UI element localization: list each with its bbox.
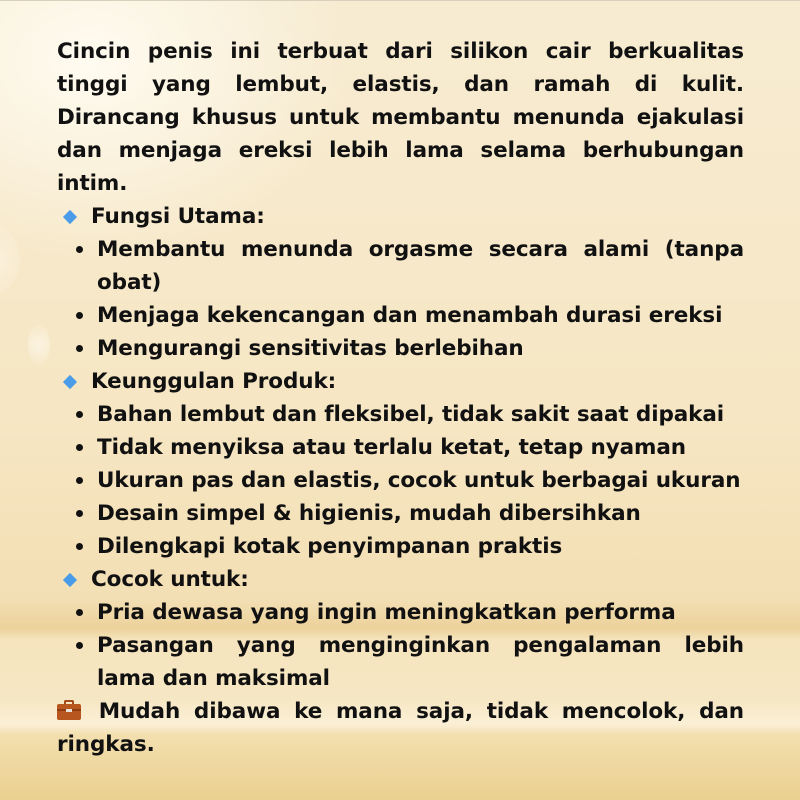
list-item (57, 596, 744, 629)
closing-paragraph (57, 695, 744, 761)
list-item-text: Dilengkapi kotak penyimpanan praktis (97, 534, 563, 559)
bullet-list (57, 233, 744, 365)
bullet-icon (76, 345, 83, 352)
list-item (57, 530, 744, 563)
list-item-text: Menjaga kekencangan dan menambah durasi ereksi (97, 303, 723, 328)
briefcase-icon (57, 700, 81, 720)
bokeh-light-decoration (28, 325, 50, 365)
list-item-text: Bahan lembut dan fleksibel, tidak sakit saat dipakai (97, 402, 725, 427)
list-item (57, 398, 744, 431)
list-item-text: Ukuran pas dan elastis, cocok untuk berbagai ukuran (97, 468, 741, 493)
bullet-icon (76, 477, 83, 484)
list-item (57, 233, 744, 299)
product-description (57, 35, 744, 761)
section-cocok-untuk (57, 563, 744, 695)
bullet-icon (76, 510, 83, 517)
section-header (57, 365, 744, 398)
bullet-icon (76, 444, 83, 451)
section-header (57, 563, 744, 596)
blue-diamond-icon (63, 209, 77, 223)
list-item-text: Membantu menunda orgasme secara alami (tanpa obat) (97, 237, 744, 295)
list-item (57, 497, 744, 530)
bullet-icon (76, 411, 83, 418)
list-item-text: Tidak menyiksa atau terlalu ketat, tetap nyaman (97, 435, 686, 460)
bullet-icon (76, 246, 83, 253)
section-header (57, 200, 744, 233)
list-item-text: Pria dewasa yang ingin meningkatkan performa (97, 600, 676, 625)
list-item (57, 464, 744, 497)
bullet-icon (76, 609, 83, 616)
list-item (57, 299, 744, 332)
blue-diamond-icon (63, 374, 77, 388)
list-item (57, 431, 744, 464)
list-item (57, 629, 744, 695)
section-fungsi-utama (57, 200, 744, 365)
section-title: Keunggulan Produk: (91, 369, 337, 394)
top-border (0, 0, 800, 1)
list-item-text: Desain simpel & higienis, mudah dibersihkan (97, 501, 641, 526)
bullet-list (57, 398, 744, 563)
bullet-list (57, 596, 744, 695)
closing-text: Mudah dibawa ke mana saja, tidak mencolok, dan ringkas. (57, 699, 744, 757)
list-item (57, 332, 744, 365)
list-item-text: Mengurangi sensitivitas berlebihan (97, 336, 524, 361)
bullet-icon (76, 312, 83, 319)
bokeh-light-decoration (0, 225, 20, 295)
list-item-text: Pasangan yang menginginkan pengalaman lebih lama dan maksimal (97, 633, 744, 691)
section-title: Fungsi Utama: (91, 204, 265, 229)
section-title: Cocok untuk: (91, 567, 249, 592)
bullet-icon (76, 642, 83, 649)
section-keunggulan-produk (57, 365, 744, 563)
blue-diamond-icon (63, 572, 77, 586)
intro-paragraph: Cincin penis ini terbuat dari silikon cair berkualitas tinggi yang lembut, elastis, dan ramah di kulit. Dirancang khusus untuk membantu menunda ejakulasi dan menjaga ereksi lebih lama selama berhubungan intim. (57, 39, 744, 196)
bullet-icon (76, 543, 83, 550)
